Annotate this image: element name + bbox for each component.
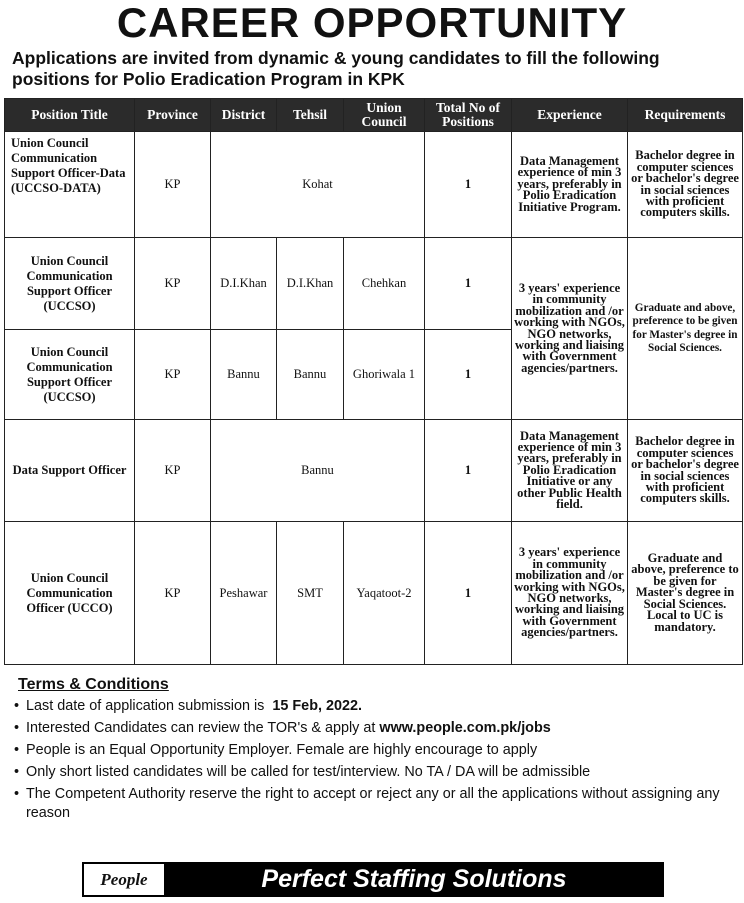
positions-count: 1 [425,420,512,522]
terms-heading: Terms & Conditions [18,676,169,693]
tehsil-cell: Bannu [277,330,344,420]
terms-section [12,676,740,826]
col-header: Requirements [628,99,743,132]
apply-link[interactable]: www.people.com.pk/jobs [379,720,551,736]
col-header: District [211,99,277,132]
positions-count: 1 [425,238,512,330]
position-title: Union Council Communication Support Officer-Data (UCCSO-DATA) [5,132,135,238]
position-title: Union Council Communication Support Officer (UCCSO) [5,238,135,330]
list-item: • Only short listed candidates will be called for test/interview. No TA / DA will be admissible [12,763,740,782]
list-item: • People is an Equal Opportunity Employer. Female are highly encourage to apply [12,741,740,760]
province-cell: KP [135,420,211,522]
union-council-cell: Yaqatoot-2 [344,522,425,665]
table-header-row [5,99,743,132]
intro-text: Applications are invited from dynamic & young candidates to fill the following positions for Polio Eradication Program in KPK [12,48,660,89]
col-header: Union Council [344,99,425,132]
location-cell: Bannu [211,420,425,522]
deadline-text: Last date of application submission is [26,698,265,714]
positions-table [4,98,743,665]
province-cell: KP [135,238,211,330]
district-cell: Peshawar [211,522,277,665]
footer-banner [82,862,664,897]
terms-list [12,697,740,823]
province-cell: KP [135,330,211,420]
union-council-cell: Ghoriwala 1 [344,330,425,420]
requirements-cell: Bachelor degree in computer sciences or bachelor's degree in social sciences with proficient computers skills. [628,132,743,238]
tor-text: Interested Candidates can review the TOR's & apply at [26,720,376,736]
list-item: • The Competent Authority reserve the right to accept or reject any or all the applications without assigning any reason [12,785,740,823]
experience-cell: 3 years' experience in community mobilization and /or working with NGOs, NGO networks, working and liaising with Government agencies/partners. [512,238,628,420]
table-row [5,132,743,238]
union-council-cell: Chehkan [344,238,425,330]
col-header: Experience [512,99,628,132]
province-cell: KP [135,132,211,238]
table-row [5,522,743,665]
col-header: Province [135,99,211,132]
tehsil-cell: D.I.Khan [277,238,344,330]
page-title: CAREER OPPORTUNITY [116,0,628,46]
people-logo: People [84,864,166,895]
experience-cell: Data Management experience of min 3 years, preferably in Polio Eradication Initiative Program. [512,132,628,238]
requirements-cell: Bachelor degree in computer sciences or bachelor's degree in social sciences with proficient computers skills. [628,420,743,522]
requirements-cell: Graduate and above, preference to be given for Master's degree in Social Sciences. Local to UC is mandatory. [628,522,743,665]
slogan: Perfect Staffing Solutions [166,864,662,895]
positions-count: 1 [425,522,512,665]
list-item [12,719,740,738]
position-title: Data Support Officer [5,420,135,522]
table-row [5,238,743,330]
position-title: Union Council Communication Officer (UCCO) [5,522,135,665]
col-header: Tehsil [277,99,344,132]
requirements-cell: Graduate and above, preference to be given for Master's degree in Social Sciences. [628,238,743,420]
location-cell: Kohat [211,132,425,238]
experience-cell: 3 years' experience in community mobilization and /or working with NGOs, NGO networks, working and liaising with Government agencies/partners. [512,522,628,665]
district-cell: D.I.Khan [211,238,277,330]
province-cell: KP [135,522,211,665]
list-item [12,697,740,716]
position-title: Union Council Communication Support Officer (UCCSO) [5,330,135,420]
tehsil-cell: SMT [277,522,344,665]
positions-count: 1 [425,132,512,238]
experience-cell: Data Management experience of min 3 years, preferably in Polio Eradication Initiative or any other Public Health field. [512,420,628,522]
positions-count: 1 [425,330,512,420]
district-cell: Bannu [211,330,277,420]
table-row [5,420,743,522]
col-header: Position Title [5,99,135,132]
col-header: Total No of Positions [425,99,512,132]
deadline-date: 15 Feb, 2022. [272,698,362,714]
